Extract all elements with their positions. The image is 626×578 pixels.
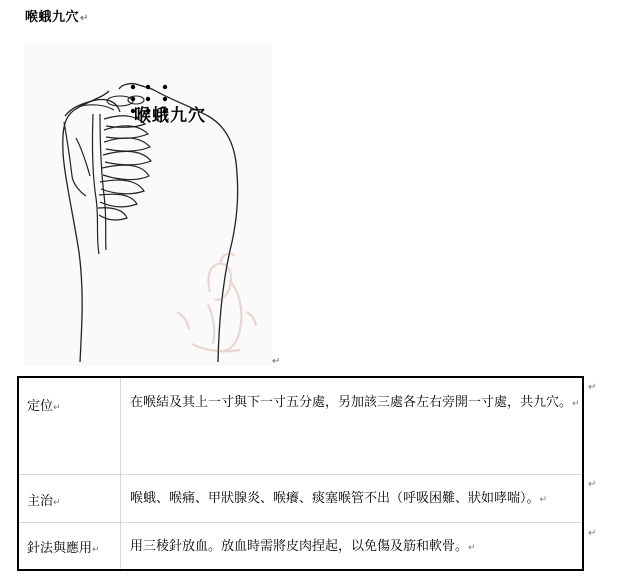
row-label: 定位↵ bbox=[27, 399, 61, 414]
page-heading bbox=[25, 6, 89, 25]
row-end-mark: ↵ bbox=[588, 382, 597, 393]
row-text: 喉蛾、喉痛、甲狀腺炎、喉癢、痰塞喉管不出（呼吸困難、狀如哮喘）。↵ bbox=[130, 491, 548, 506]
paragraph-mark: ↵ bbox=[272, 356, 281, 367]
body-illustration bbox=[24, 44, 272, 366]
row-label: 主治↵ bbox=[27, 494, 61, 509]
row-label: 針法與應用↵ bbox=[27, 541, 100, 556]
table-row bbox=[19, 474, 582, 522]
acupoint-figure bbox=[24, 44, 281, 367]
table-row bbox=[19, 378, 582, 474]
info-table bbox=[17, 376, 584, 571]
figure-title: 喉蛾九穴 bbox=[134, 106, 206, 126]
heading-text: 喉蛾九穴 bbox=[25, 10, 80, 25]
row-end-mark: ↵ bbox=[588, 479, 597, 490]
row-text: 用三稜針放血。放血時需將皮肉捏起，以免傷及筋和軟骨。↵ bbox=[130, 539, 476, 554]
row-text: 在喉結及其上一寸與下一寸五分處，另加該三處各左右旁開一寸處，共九穴。↵ bbox=[130, 395, 580, 410]
table-row bbox=[19, 522, 582, 569]
row-end-mark: ↵ bbox=[588, 528, 597, 539]
paragraph-mark: ↵ bbox=[80, 13, 89, 24]
